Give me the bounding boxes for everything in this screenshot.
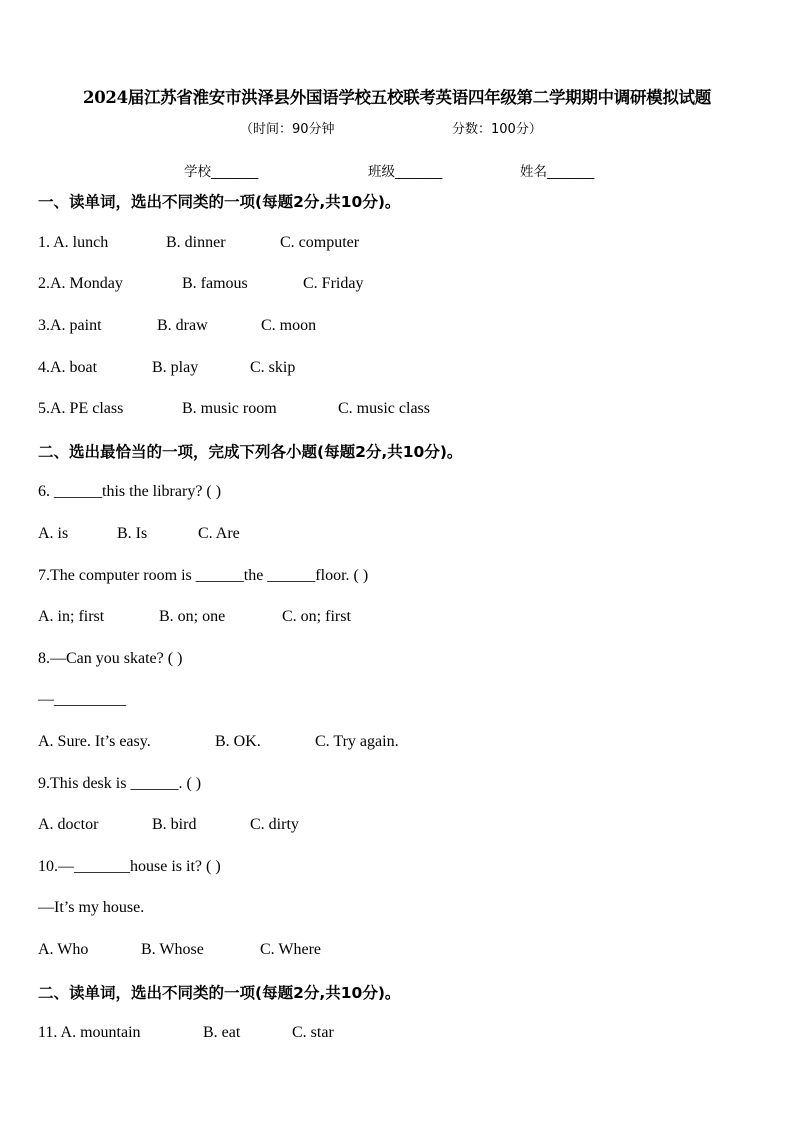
q11-option-c: C. star: [292, 1024, 334, 1041]
q10-reply: —It’s my house.: [38, 899, 145, 916]
q10-option-a: A. Who: [38, 941, 89, 958]
q4-option-b: B. play: [152, 359, 199, 376]
q4-option-a: 4.A. boat: [38, 359, 98, 376]
q11-option-a: 11. A. mountain: [38, 1024, 141, 1041]
q2-option-c: C. Friday: [303, 275, 364, 292]
q8-option-c: C. Try again.: [315, 733, 399, 750]
q5-option-c: C. music class: [338, 400, 430, 417]
q1-option-a: 1. A. lunch: [38, 234, 109, 251]
q8-stem: 8.—Can you skate? ( ): [38, 650, 183, 667]
q8-reply: —_________: [38, 691, 126, 708]
q6-option-b: B. Is: [117, 525, 148, 542]
q9-stem: 9.This desk is ______. ( ): [38, 775, 202, 792]
q8-option-b: B. OK.: [215, 733, 261, 750]
q9-option-b: B. bird: [152, 816, 197, 833]
q10-option-c: C. Where: [260, 941, 322, 958]
q6-option-c: C. Are: [198, 525, 240, 542]
q2-option-a: 2.A. Monday: [38, 275, 123, 292]
q4-option-c: C. skip: [250, 359, 296, 376]
q1-option-b: B. dinner: [166, 234, 226, 251]
q7-option-b: B. on; one: [159, 608, 226, 625]
school-field: 学校_______: [184, 164, 259, 180]
q8-option-a: A. Sure. It’s easy.: [38, 733, 151, 750]
q10-option-b: B. Whose: [141, 941, 204, 958]
q7-option-a: A. in; first: [38, 608, 105, 625]
q5-option-b: B. music room: [182, 400, 277, 417]
q11-option-b: B. eat: [203, 1024, 241, 1041]
q7-option-c: C. on; first: [282, 608, 351, 625]
section-heading: 一、读单词，选出不同类的一项(每题2分,共10分)。: [38, 193, 401, 211]
q1-option-c: C. computer: [280, 234, 360, 251]
q6-option-a: A. is: [38, 525, 69, 542]
q2-option-b: B. famous: [182, 275, 248, 292]
q6-stem: 6. ______this the library? ( ): [38, 483, 222, 500]
q9-option-c: C. dirty: [250, 816, 299, 833]
section-heading: 二、选出最恰当的一项，完成下列各小题(每题2分,共10分)。: [38, 443, 463, 461]
name-field: 姓名_______: [520, 164, 595, 180]
class-field: 班级_______: [368, 164, 443, 180]
q9-option-a: A. doctor: [38, 816, 99, 833]
section-heading: 二、读单词，选出不同类的一项(每题2分,共10分)。: [38, 984, 401, 1002]
q7-stem: 7.The computer room is ______the ______floor. ( ): [38, 567, 369, 584]
q3-option-a: 3.A. paint: [38, 317, 102, 334]
exam-score: 分数：100分）: [452, 122, 542, 137]
q5-option-a: 5.A. PE class: [38, 400, 124, 417]
q3-option-b: B. draw: [157, 317, 208, 334]
q3-option-c: C. moon: [261, 317, 317, 334]
q10-stem: 10.—_______house is it? ( ): [38, 858, 221, 875]
exam-time: （时间：90分钟: [240, 122, 335, 137]
exam-title: 2024届江苏省淮安市洪泽县外国语学校五校联考英语四年级第二学期期中调研模拟试题: [83, 88, 711, 107]
